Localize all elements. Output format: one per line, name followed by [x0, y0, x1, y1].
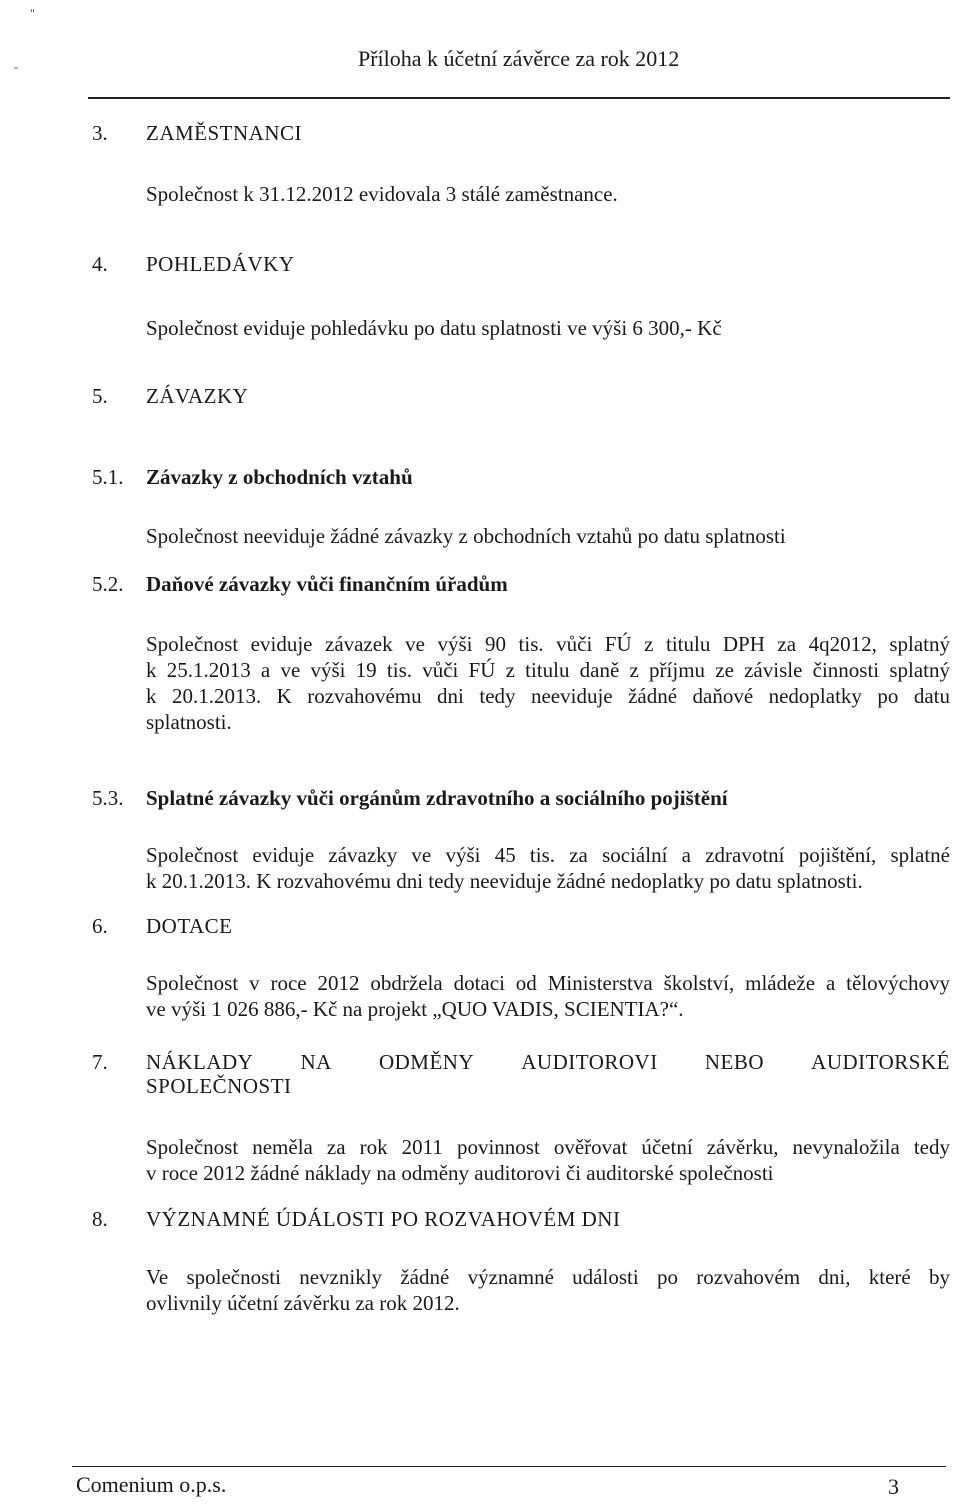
subsection-5-1-number: 5.1. — [92, 465, 124, 489]
paragraph-line: k 25.1.2013 a ve výši 19 tis. vůči FÚ z titulu daně z příjmu ze závisle činnosti splatný — [146, 658, 950, 682]
subsection-5-3-title: Splatné závazky vůči orgánům zdravotního a sociálního pojištění — [146, 786, 728, 810]
title-word: ODMĚNY — [378, 1050, 475, 1074]
subsection-5-1-text: Společnost neeviduje žádné závazky z obchodních vztahů po datu splatnosti — [146, 524, 786, 548]
subsection-5-3-number: 5.3. — [92, 786, 124, 810]
subsection-5-1-title: Závazky z obchodních vztahů — [146, 465, 413, 489]
title-word: AUDITOROVI — [521, 1050, 658, 1074]
subsection-5-3-paragraph — [146, 842, 950, 894]
scan-mark-left: - — [14, 60, 18, 74]
section-6-paragraph — [146, 970, 950, 1022]
footer-divider — [72, 1466, 946, 1467]
section-5-title: ZÁVAZKY — [146, 384, 249, 408]
subsection-5-2-title: Daňové závazky vůči finančním úřadům — [146, 572, 508, 596]
subsection-5-2-number: 5.2. — [92, 572, 124, 596]
paragraph-line: Společnost neměla za rok 2011 povinnost ověřovat účetní závěrku, nevynaložila tedy — [146, 1135, 950, 1159]
paragraph-line: v roce 2012 žádné náklady na odměny auditorovi či auditorské společnosti — [146, 1161, 774, 1185]
paragraph-line: k 20.1.2013. K rozvahovému dni tedy neeviduje žádné daňové nedoplatky po datu — [146, 684, 950, 708]
section-8-number: 8. — [92, 1207, 108, 1231]
section-7-number: 7. — [92, 1050, 108, 1074]
paragraph-line: Ve společnosti nevznikly žádné významné události po rozvahovém dni, které by — [146, 1265, 950, 1289]
title-word: NÁKLADY — [146, 1050, 254, 1074]
paragraph-line: Společnost eviduje závazek ve výši 90 tis. vůči FÚ z titulu DPH za 4q2012, splatný — [146, 632, 950, 656]
section-3-number: 3. — [92, 121, 108, 145]
header-divider — [88, 97, 950, 99]
paragraph-line: splatnosti. — [146, 710, 232, 734]
paragraph-line: k 20.1.2013. K rozvahovému dni tedy neeviduje žádné nedoplatky po datu splatnosti. — [146, 869, 863, 893]
title-word: AUDITORSKÉ — [811, 1050, 950, 1074]
paragraph-line: ovlivnily účetní závěrku za rok 2012. — [146, 1291, 460, 1315]
section-4-text: Společnost eviduje pohledávku po datu splatnosti ve výši 6 300,- Kč — [146, 316, 722, 340]
paragraph-line: Společnost eviduje závazky ve výši 45 tis. za sociální a zdravotní pojištění, splatné — [146, 843, 950, 867]
title-word: NA — [300, 1050, 332, 1074]
page-header-title: Příloha k účetní závěrce za rok 2012 — [358, 46, 680, 71]
section-3-text: Společnost k 31.12.2012 evidovala 3 stálé zaměstnance. — [146, 182, 618, 206]
scan-mark-top: " — [30, 6, 35, 20]
section-6-title: DOTACE — [146, 914, 233, 938]
section-7-title-line-2: SPOLEČNOSTI — [146, 1074, 292, 1098]
section-7-title-line-1 — [146, 1050, 950, 1075]
section-4-title: POHLEDÁVKY — [146, 252, 295, 276]
section-7-paragraph — [146, 1134, 950, 1186]
paragraph-line: ve výši 1 026 886,- Kč na projekt „QUO VADIS, SCIENTIA?“. — [146, 997, 684, 1021]
section-8-title: VÝZNAMNÉ ÚDÁLOSTI PO ROZVAHOVÉM DNI — [146, 1207, 621, 1231]
section-3-title: ZAMĚSTNANCI — [146, 121, 302, 145]
subsection-5-2-paragraph — [146, 631, 950, 735]
section-4-number: 4. — [92, 252, 108, 276]
section-5-number: 5. — [92, 384, 108, 408]
section-8-paragraph — [146, 1264, 950, 1316]
footer-organization: Comenium o.p.s. — [76, 1472, 227, 1497]
paragraph-line: Společnost v roce 2012 obdržela dotaci od Ministerstva školství, mládeže a tělovýchovy — [146, 971, 950, 995]
section-6-number: 6. — [92, 914, 108, 938]
page-number: 3 — [888, 1474, 899, 1499]
title-word: NEBO — [704, 1050, 765, 1074]
